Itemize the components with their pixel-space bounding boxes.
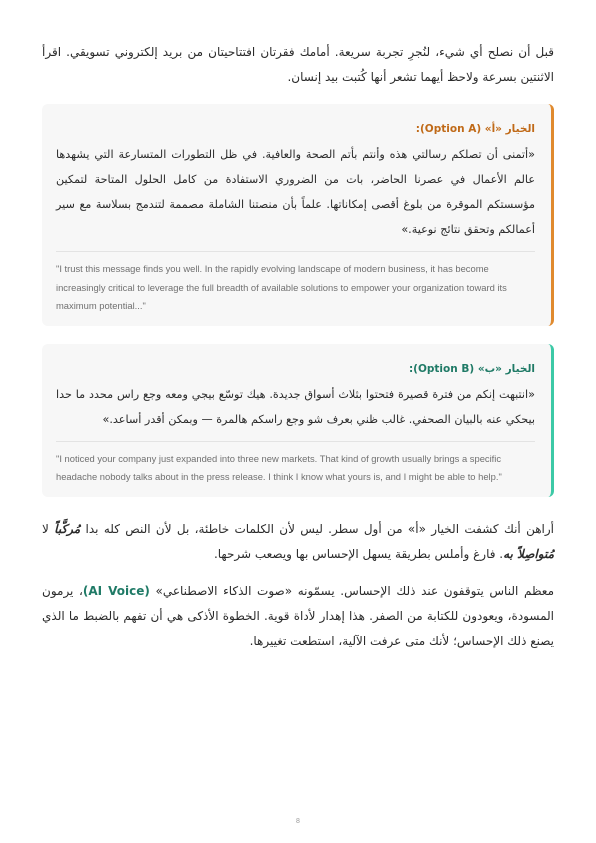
body1-emphasis-1: مُركَّباً: [54, 521, 81, 536]
body1-emphasis-2: مُتواصِلاً به: [503, 546, 554, 561]
body-paragraph-2: [42, 579, 554, 654]
option-b-card: [42, 344, 554, 497]
option-b-arabic-text: «انتبهت إنكم من فترة قصيرة فتحتوا بثلاث أسواق جديدة. هيك توسّع بيجي ومعه وجع راس محدد ما حدا بيحكي عنه بالبيان الصحفي. غالب ظني بعرف شو وجع راسكم هالمرة — وبمكن أقدر أساعد.»: [56, 387, 535, 426]
body2-text-1: معظم الناس يتوقفون عند ذلك الإحساس. يسمّونه «صوت الذكاء الاصطناعي»: [149, 583, 555, 598]
option-a-title: الخيار «أ» (Option A):: [415, 123, 535, 135]
body2-text-2: ، يرمون المسودة، ويعودون للكتابة من الصفر. هذا إهدار لأداة قوية. الخطوة الأذكى هي أن تفهم بالضبط ما الذي يصنع ذلك الإحساس؛ لأنك متى عرفت الآلية، استطعت تغييرها.: [42, 583, 554, 648]
option-a-english-text: "I trust this message finds you well. In the rapidly evolving landscape of modern business, it has become increasingly critical to leverage the full breadth of available solutions to empower your organization toward its maximum potential...": [56, 263, 507, 311]
option-a-divider: [56, 251, 535, 252]
ai-voice-tag: (AI Voice): [82, 583, 150, 598]
option-b-english-text: "I noticed your company just expanded into three new markets. That kind of growth usually brings a specific headache nobody talks about in the press release. I think I know what yours is, and I might be able to help.": [56, 452, 502, 482]
intro-paragraph: قبل أن نصلح أي شيء، لنُجرِ تجربة سريعة. أمامك فقرتان افتتاحيتان من بريد إلكتروني تسويقي. اقرأ الاثنتين بسرعة ولاحظ أيهما تشعر أنها كُتبت بيد إنسان.: [42, 45, 554, 84]
body-paragraph-1: [42, 517, 554, 567]
option-b-divider: [56, 441, 535, 442]
body1-text-1: أراهن أنك كشفت الخيار «أ» من أول سطر. ليس لأن الكلمات خاطئة، بل لأن النص كله بدا: [80, 521, 554, 536]
option-a-card: [42, 104, 554, 326]
body1-text-2: لا: [42, 521, 55, 536]
option-b-title: الخيار «ب» (Option B):: [408, 362, 535, 375]
page-number: 8: [296, 818, 300, 825]
option-a-arabic-text: «أتمنى أن تصلكم رسالتي هذه وأنتم بأتم الصحة والعافية. في ظل التطورات المتسارعة التي يشهدها عالم الأعمال في عصرنا الحاضر، بات من الضروري الاستفادة من كامل الحلول المتاحة لتمكين مؤسستكم الموقرة من بلوغ أقصى إمكاناتها. علماً بأن منصتنا الشاملة مصممة لتندمج بسلاسة مع سير أعمالكم وتحقق نتائج نوعية.»: [56, 148, 535, 236]
body1-text-3: . فارغ وأملس بطريقة يسهل الإحساس بها ويصعب شرحها.: [213, 546, 504, 561]
